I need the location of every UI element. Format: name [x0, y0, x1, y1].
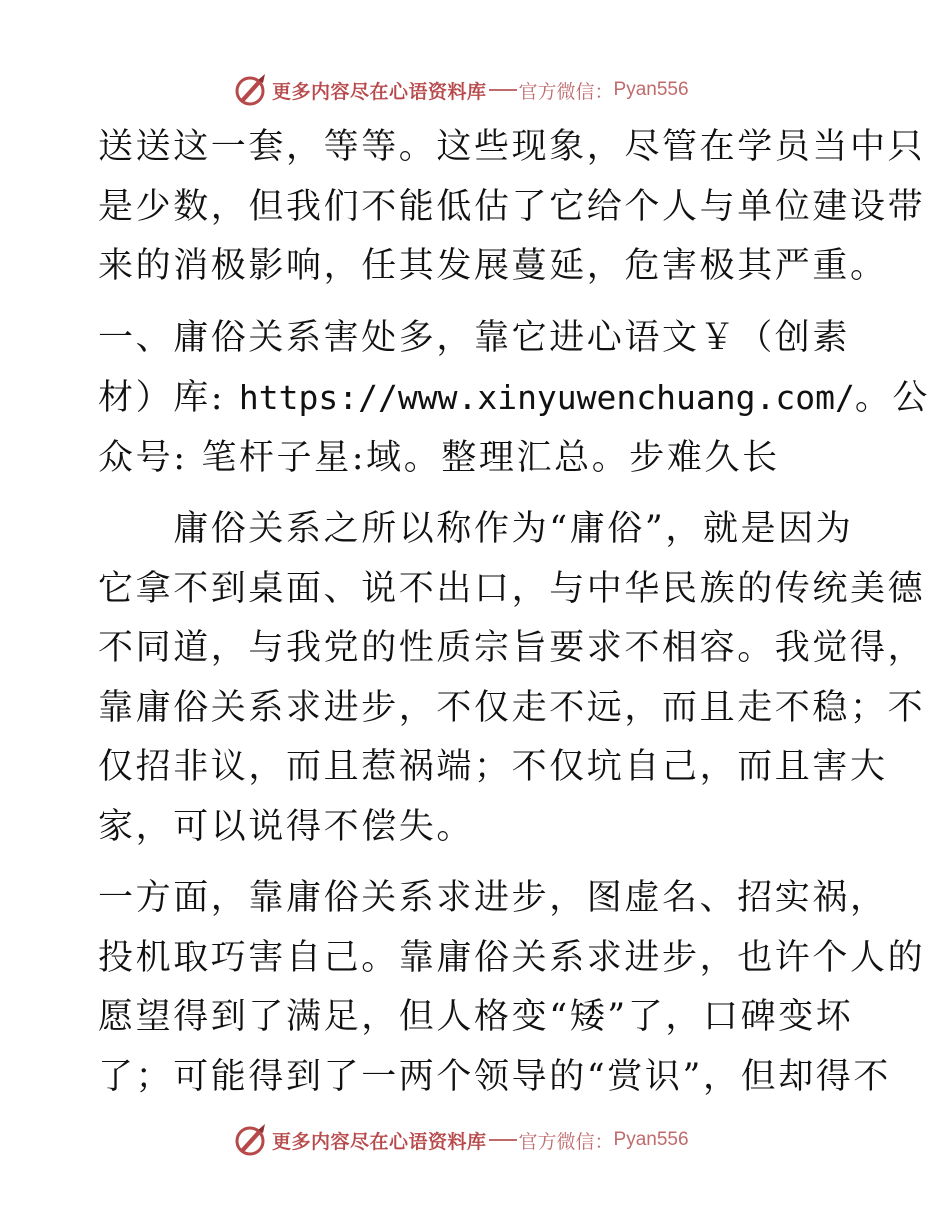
text-line: 它拿不到桌面、说不出口，与中华民族的传统美德 [98, 568, 926, 609]
text-line: 一方面，靠庸俗关系求进步，图虚名、招实祸， [98, 878, 888, 918]
text-line: 愿望得到了满足，但人格变“矮”了，口碑变坏 [98, 997, 854, 1037]
text-line: 来的消极影响，任其发展蔓延，危害极其严重。 [98, 246, 888, 286]
paragraph-1 [98, 118, 926, 297]
footer-watermark [232, 1120, 689, 1160]
text-line: 不同道，与我党的性质宗旨要求不相容。我觉得， [98, 628, 926, 668]
text-line: 是少数，但我们不能低估了它给个人与单位建设带 [98, 186, 926, 227]
paragraph-4 [98, 869, 926, 1107]
text-line: 靠庸俗关系求进步，不仅走不远，而且走不稳；不 [98, 687, 926, 728]
text-line: 投机取巧害自己。靠庸俗关系求进步，也许个人的 [98, 937, 926, 978]
quill-logo-icon [232, 1122, 268, 1158]
text-line: 了；可能得到了一两个领导的“赏识”，但却得不 [98, 1056, 891, 1097]
text-line: 众号: 笔杆子星:域。整理汇总。步难久长 [98, 437, 780, 478]
footer-dash [489, 1139, 517, 1141]
website-url: https://www.xinyuwenchuang.com/ [238, 378, 855, 417]
text-line: 家，可以说得不偿失。 [98, 806, 475, 847]
paragraph-3 [98, 500, 926, 857]
paragraph-2-heading [98, 309, 931, 489]
quill-logo-icon [232, 72, 268, 108]
text-fragment: 。公 [854, 378, 931, 418]
header-site-text: 更多内容尽在心语资料库 [272, 80, 487, 103]
text-line [98, 368, 931, 429]
text-fragment: 材）库: [98, 378, 239, 418]
footer-wechat-id: Pyan556 [613, 1129, 689, 1150]
text-line: 仅招非议，而且惹祸端；不仅坑自己，而且害大 [98, 747, 888, 787]
header-wechat-id: Pyan556 [613, 79, 689, 100]
document-body [98, 118, 931, 1107]
footer-site-text: 更多内容尽在心语资料库 [272, 1130, 487, 1153]
header-wechat-label: 官方微信： [518, 80, 614, 103]
header-dash [489, 89, 517, 91]
footer-wechat-label: 官方微信： [518, 1130, 614, 1153]
text-line: 一、庸俗关系害处多，靠它进心语文￥（创素 [98, 317, 851, 358]
header-watermark [232, 70, 689, 110]
text-line: 送送这一套，等等。这些现象，尽管在学员当中只 [98, 127, 926, 167]
text-line: 庸俗关系之所以称作为“庸俗”，就是因为 [98, 509, 854, 549]
